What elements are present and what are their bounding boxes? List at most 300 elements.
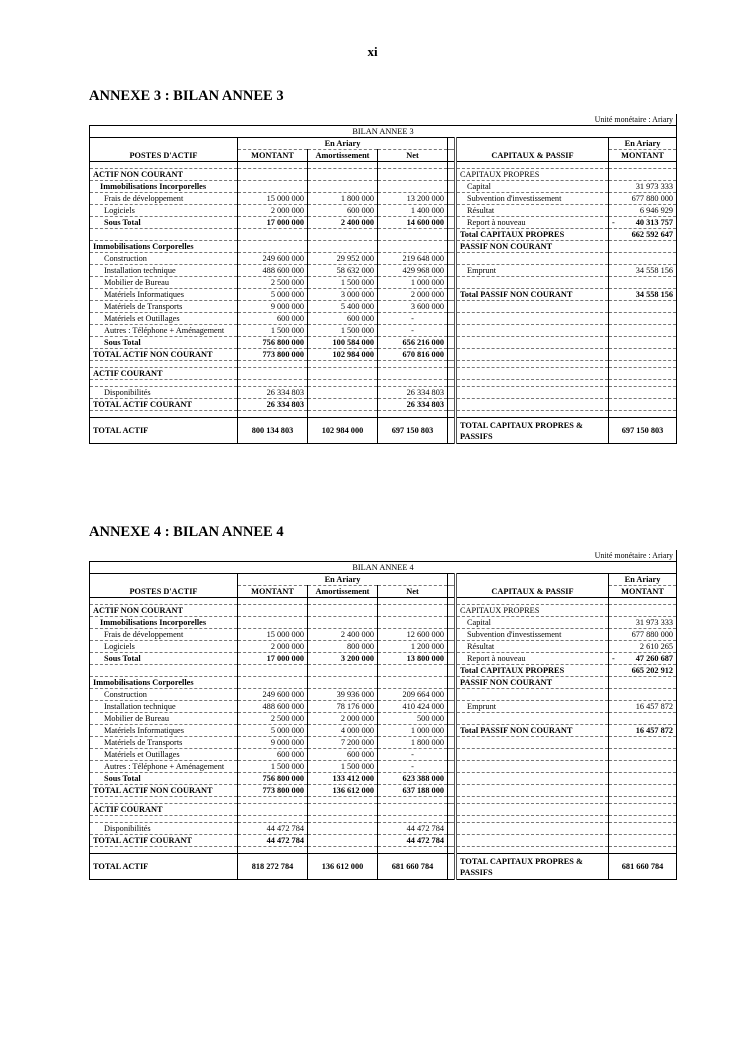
column-separator	[448, 217, 456, 229]
montant-value	[238, 229, 308, 241]
capitaux-passif-label	[456, 749, 609, 761]
header-capitaux-passif: CAPITAUX & PASSIF	[456, 586, 609, 598]
spacer-cell	[90, 598, 238, 605]
capitaux-passif-value	[609, 181, 677, 193]
column-separator	[448, 653, 456, 665]
table-title: BILAN ANNEE 4	[90, 562, 677, 574]
amortissement-value: 600 000	[308, 313, 378, 325]
capitaux-passif-value	[609, 797, 677, 804]
amortissement-value	[308, 169, 378, 181]
amortissement-value: 7 200 000	[308, 737, 378, 749]
net-value: 14 600 000	[378, 217, 448, 229]
net-value	[378, 368, 448, 380]
poste-actif-label: Construction	[90, 253, 238, 265]
net-value: 1 400 000	[378, 205, 448, 217]
net-value: 26 334 803	[378, 387, 448, 399]
capitaux-passif-value	[609, 380, 677, 387]
amortissement-value	[308, 677, 378, 689]
poste-actif-label: TOTAL ACTIF COURANT	[90, 399, 238, 411]
amortissement-value	[308, 797, 378, 804]
amortissement-value: 58 632 000	[308, 265, 378, 277]
capitaux-passif-label: CAPITAUX PROPRES	[456, 605, 609, 617]
net-value: 429 968 000	[378, 265, 448, 277]
capitaux-passif-label: Résultat	[456, 205, 609, 217]
montant-value	[238, 804, 308, 816]
capitaux-passif-amount: 40 313 757	[635, 218, 674, 227]
capitaux-passif-value	[609, 737, 677, 749]
net-value: 3 600 000	[378, 301, 448, 313]
currency-label: En Ariary	[609, 574, 677, 586]
net-value	[378, 169, 448, 181]
montant-value: 15 000 000	[238, 629, 308, 641]
header-montant: MONTANT	[238, 150, 308, 162]
spacer-cell	[448, 847, 456, 854]
poste-actif-label: Installation technique	[90, 265, 238, 277]
poste-actif-label: Logiciels	[90, 205, 238, 217]
capitaux-passif-label: Report à nouveau	[456, 217, 609, 229]
header-montant-passif: MONTANT	[609, 586, 677, 598]
table-row	[90, 804, 677, 816]
column-separator	[448, 677, 456, 689]
montant-value: 600 000	[238, 313, 308, 325]
net-value: 2 000 000	[378, 289, 448, 301]
capitaux-passif-value	[609, 169, 677, 181]
capitaux-passif-label	[456, 361, 609, 368]
spacer-cell	[448, 162, 456, 169]
montant-value: 488 600 000	[238, 701, 308, 713]
poste-actif-label: TOTAL ACTIF NON COURANT	[90, 785, 238, 797]
capitaux-passif-value	[609, 399, 677, 411]
montant-value	[238, 677, 308, 689]
capitaux-passif-label: Emprunt	[456, 701, 609, 713]
net-value: 670 816 000	[378, 349, 448, 361]
column-separator	[448, 138, 456, 150]
header-blank	[456, 574, 609, 586]
column-separator	[448, 605, 456, 617]
capitaux-passif-label	[456, 301, 609, 313]
capitaux-passif-label: CAPITAUX PROPRES	[456, 169, 609, 181]
spacer-cell	[378, 411, 448, 418]
total-montant: 800 134 803	[238, 418, 308, 444]
net-value: -	[378, 325, 448, 337]
capitaux-passif-label: Total CAPITAUX PROPRES	[456, 229, 609, 241]
spacer-cell	[308, 162, 378, 169]
total-row	[90, 418, 677, 444]
total-capitaux-passifs-value: 681 660 784	[609, 854, 677, 880]
header-net: Net	[378, 586, 448, 598]
capitaux-passif-value	[609, 785, 677, 797]
header-montant: MONTANT	[238, 586, 308, 598]
montant-value	[238, 368, 308, 380]
poste-actif-label: Matériels et Outillages	[90, 313, 238, 325]
capitaux-passif-value	[609, 816, 677, 823]
table-row	[90, 701, 677, 713]
capitaux-passif-value	[609, 641, 677, 653]
table-row	[90, 737, 677, 749]
header-amortissement: Amortissement	[308, 586, 378, 598]
bilan-annee-4-table	[89, 550, 677, 880]
spacer-cell	[90, 847, 238, 854]
table-row	[90, 193, 677, 205]
table-row	[90, 229, 677, 241]
poste-actif-label	[90, 229, 238, 241]
table-row	[90, 773, 677, 785]
net-value	[378, 229, 448, 241]
amortissement-value: 29 952 000	[308, 253, 378, 265]
capitaux-passif-amount: 31 973 333	[635, 182, 674, 191]
poste-actif-label: ACTIF NON COURANT	[90, 605, 238, 617]
capitaux-passif-label: Capital	[456, 181, 609, 193]
poste-actif-label: Disponibilités	[90, 823, 238, 835]
capitaux-passif-label	[456, 325, 609, 337]
column-separator	[448, 181, 456, 193]
net-value: 1 000 000	[378, 277, 448, 289]
capitaux-passif-amount: 665 202 912	[631, 666, 674, 675]
annex-4-title: ANNEXE 4 : BILAN ANNEE 4	[89, 524, 284, 540]
montant-value: 249 600 000	[238, 689, 308, 701]
spacer-cell	[308, 598, 378, 605]
amortissement-value	[308, 181, 378, 193]
montant-value: 17 000 000	[238, 653, 308, 665]
capitaux-passif-label	[456, 349, 609, 361]
capitaux-passif-value	[609, 689, 677, 701]
column-separator	[448, 797, 456, 804]
capitaux-passif-label	[456, 399, 609, 411]
table-row	[90, 361, 677, 368]
montant-value: 2 000 000	[238, 205, 308, 217]
poste-actif-label: Sous Total	[90, 653, 238, 665]
montant-value: 44 472 784	[238, 823, 308, 835]
montant-value	[238, 181, 308, 193]
spacer-cell	[308, 847, 378, 854]
poste-actif-label: Logiciels	[90, 641, 238, 653]
header-amortissement: Amortissement	[308, 150, 378, 162]
annex-3-title: ANNEXE 3 : BILAN ANNEE 3	[89, 88, 284, 104]
capitaux-passif-label: Total PASSIF NON COURANT	[456, 289, 609, 301]
capitaux-passif-value	[609, 617, 677, 629]
poste-actif-label: ACTIF NON COURANT	[90, 169, 238, 181]
amortissement-value: 3 200 000	[308, 653, 378, 665]
capitaux-passif-value	[609, 823, 677, 835]
spacer-cell	[609, 162, 677, 169]
poste-actif-label: Immobilisations Corporelles	[90, 677, 238, 689]
table-row	[90, 816, 677, 823]
capitaux-passif-value	[609, 629, 677, 641]
total-actif-label: TOTAL ACTIF	[90, 418, 238, 444]
spacer-cell	[456, 847, 609, 854]
net-value	[378, 241, 448, 253]
column-separator	[448, 241, 456, 253]
capitaux-passif-label	[456, 773, 609, 785]
net-value: 410 424 000	[378, 701, 448, 713]
unit-label: Unité monétaire : Ariary	[90, 114, 677, 126]
column-separator	[448, 737, 456, 749]
capitaux-passif-value	[609, 241, 677, 253]
spacer-cell	[448, 598, 456, 605]
amortissement-value	[308, 823, 378, 835]
column-separator	[448, 313, 456, 325]
table-row	[90, 217, 677, 229]
capitaux-passif-label: Total PASSIF NON COURANT	[456, 725, 609, 737]
capitaux-passif-label: PASSIF NON COURANT	[456, 241, 609, 253]
poste-actif-label	[90, 380, 238, 387]
montant-value	[238, 241, 308, 253]
poste-actif-label	[90, 816, 238, 823]
table-row	[90, 713, 677, 725]
amortissement-value: 1 500 000	[308, 277, 378, 289]
poste-actif-label: Immobilisations Corporelles	[90, 241, 238, 253]
montant-value: 17 000 000	[238, 217, 308, 229]
table-row	[90, 785, 677, 797]
capitaux-passif-label	[456, 313, 609, 325]
capitaux-passif-label: Emprunt	[456, 265, 609, 277]
table-row	[90, 387, 677, 399]
montant-value: 600 000	[238, 749, 308, 761]
amortissement-value	[308, 804, 378, 816]
column-separator	[448, 665, 456, 677]
capitaux-passif-value	[609, 387, 677, 399]
column-separator	[448, 629, 456, 641]
poste-actif-label: ACTIF COURANT	[90, 804, 238, 816]
poste-actif-label: Mobilier de Bureau	[90, 277, 238, 289]
table-row	[90, 277, 677, 289]
capitaux-passif-value	[609, 205, 677, 217]
table-row	[90, 241, 677, 253]
capitaux-passif-label: Subvention d'investissement	[456, 629, 609, 641]
table-row	[90, 337, 677, 349]
capitaux-passif-value	[609, 368, 677, 380]
column-separator	[448, 835, 456, 847]
column-separator	[448, 823, 456, 835]
montant-value	[238, 169, 308, 181]
column-separator	[448, 349, 456, 361]
capitaux-passif-label	[456, 253, 609, 265]
capitaux-passif-value	[609, 253, 677, 265]
table-row	[90, 725, 677, 737]
amortissement-value: 133 412 000	[308, 773, 378, 785]
amortissement-value	[308, 816, 378, 823]
net-value	[378, 816, 448, 823]
spacer-cell	[456, 598, 609, 605]
poste-actif-label: TOTAL ACTIF COURANT	[90, 835, 238, 847]
poste-actif-label	[90, 797, 238, 804]
poste-actif-label: Construction	[90, 689, 238, 701]
table-row	[90, 665, 677, 677]
poste-actif-label	[90, 361, 238, 368]
amortissement-value: 1 500 000	[308, 325, 378, 337]
capitaux-passif-label: Résultat	[456, 641, 609, 653]
header-postes-actif: POSTES D'ACTIF	[90, 150, 238, 162]
column-separator	[448, 150, 456, 162]
montant-value	[238, 361, 308, 368]
capitaux-passif-amount: 677 880 000	[631, 194, 674, 203]
column-separator	[448, 816, 456, 823]
poste-actif-label: Sous Total	[90, 337, 238, 349]
amortissement-value: 600 000	[308, 205, 378, 217]
spacer-cell	[238, 847, 308, 854]
total-row	[90, 854, 677, 880]
table-row	[90, 301, 677, 313]
capitaux-passif-amount: 34 558 156	[635, 290, 674, 299]
amortissement-value: 2 400 000	[308, 629, 378, 641]
capitaux-passif-value	[609, 835, 677, 847]
table-row	[90, 797, 677, 804]
montant-value: 44 472 784	[238, 835, 308, 847]
capitaux-passif-label: PASSIF NON COURANT	[456, 677, 609, 689]
spacer-cell	[90, 411, 238, 418]
net-value: 1 000 000	[378, 725, 448, 737]
amortissement-value	[308, 241, 378, 253]
poste-actif-label: Autres : Téléphone + Aménagement	[90, 325, 238, 337]
montant-value: 9 000 000	[238, 301, 308, 313]
capitaux-passif-value	[609, 265, 677, 277]
poste-actif-label: Disponibilités	[90, 387, 238, 399]
net-value: 219 648 000	[378, 253, 448, 265]
column-separator	[448, 325, 456, 337]
capitaux-passif-amount: 662 592 647	[631, 230, 674, 239]
amortissement-value: 2 400 000	[308, 217, 378, 229]
capitaux-passif-value	[609, 313, 677, 325]
page-number: xi	[367, 44, 378, 59]
net-value	[378, 380, 448, 387]
column-separator	[448, 773, 456, 785]
amortissement-value	[308, 368, 378, 380]
currency-label: En Ariary	[238, 574, 448, 586]
column-separator	[448, 761, 456, 773]
table-row	[90, 181, 677, 193]
amortissement-value: 136 612 000	[308, 785, 378, 797]
amortissement-value	[308, 835, 378, 847]
capitaux-passif-amount: 34 558 156	[635, 266, 674, 275]
montant-value: 5 000 000	[238, 289, 308, 301]
montant-value: 2 500 000	[238, 277, 308, 289]
net-value: 209 664 000	[378, 689, 448, 701]
net-value: -	[378, 749, 448, 761]
net-value	[378, 797, 448, 804]
net-value: 637 188 000	[378, 785, 448, 797]
capitaux-passif-value	[609, 725, 677, 737]
column-separator	[448, 205, 456, 217]
capitaux-passif-value	[609, 761, 677, 773]
capitaux-passif-amount: 16 457 872	[635, 726, 674, 735]
total-capitaux-passifs-label: TOTAL CAPITAUX PROPRES & PASSIFS	[456, 418, 609, 444]
capitaux-passif-value	[609, 605, 677, 617]
column-separator	[448, 725, 456, 737]
capitaux-passif-amount: 47 260 687	[635, 654, 674, 663]
montant-value	[238, 665, 308, 677]
header-blank	[90, 574, 238, 586]
amortissement-value: 78 176 000	[308, 701, 378, 713]
capitaux-passif-value	[609, 361, 677, 368]
column-separator	[448, 193, 456, 205]
net-value: 12 600 000	[378, 629, 448, 641]
column-separator	[448, 253, 456, 265]
net-value: -	[378, 761, 448, 773]
table-row	[90, 380, 677, 387]
capitaux-passif-label	[456, 380, 609, 387]
column-separator	[448, 701, 456, 713]
net-value: 623 388 000	[378, 773, 448, 785]
poste-actif-label: Matériels Informatiques	[90, 289, 238, 301]
column-separator	[448, 277, 456, 289]
capitaux-passif-value	[609, 229, 677, 241]
total-amortissement: 136 612 000	[308, 854, 378, 880]
amortissement-value: 4 000 000	[308, 725, 378, 737]
amortissement-value: 1 500 000	[308, 761, 378, 773]
net-value: -	[378, 313, 448, 325]
capitaux-passif-label	[456, 797, 609, 804]
amortissement-value	[308, 665, 378, 677]
spacer-cell	[378, 162, 448, 169]
net-value	[378, 617, 448, 629]
table-row	[90, 169, 677, 181]
column-separator	[448, 380, 456, 387]
negative-sign: -	[612, 218, 615, 227]
total-actif-label: TOTAL ACTIF	[90, 854, 238, 880]
montant-value: 756 800 000	[238, 773, 308, 785]
table-row	[90, 253, 677, 265]
column-separator	[448, 749, 456, 761]
amortissement-value	[308, 387, 378, 399]
net-value	[378, 181, 448, 193]
amortissement-value: 39 936 000	[308, 689, 378, 701]
capitaux-passif-value	[609, 325, 677, 337]
bilan-annee-3-table	[89, 114, 677, 444]
amortissement-value	[308, 617, 378, 629]
capitaux-passif-value	[609, 653, 677, 665]
capitaux-passif-value	[609, 701, 677, 713]
capitaux-passif-value	[609, 301, 677, 313]
amortissement-value	[308, 380, 378, 387]
net-value: 13 200 000	[378, 193, 448, 205]
spacer-cell	[238, 598, 308, 605]
capitaux-passif-label	[456, 785, 609, 797]
net-value: 13 800 000	[378, 653, 448, 665]
table-title: BILAN ANNEE 3	[90, 126, 677, 138]
amortissement-value	[308, 399, 378, 411]
capitaux-passif-amount: 16 457 872	[635, 702, 674, 711]
montant-value: 249 600 000	[238, 253, 308, 265]
poste-actif-label: ACTIF COURANT	[90, 368, 238, 380]
column-separator	[448, 337, 456, 349]
table-row	[90, 205, 677, 217]
table-row	[90, 265, 677, 277]
capitaux-passif-value	[609, 749, 677, 761]
spacer-cell	[609, 411, 677, 418]
poste-actif-label: Mobilier de Bureau	[90, 713, 238, 725]
net-value: 656 216 000	[378, 337, 448, 349]
capitaux-passif-label: Subvention d'investissement	[456, 193, 609, 205]
net-value: 26 334 803	[378, 399, 448, 411]
capitaux-passif-label	[456, 713, 609, 725]
table-row	[90, 617, 677, 629]
spacer-cell	[308, 411, 378, 418]
table-row	[90, 641, 677, 653]
column-separator	[448, 641, 456, 653]
table-row	[90, 313, 677, 325]
total-montant: 818 272 784	[238, 854, 308, 880]
header-montant-passif: MONTANT	[609, 150, 677, 162]
capitaux-passif-value	[609, 277, 677, 289]
capitaux-passif-label	[456, 823, 609, 835]
capitaux-passif-label	[456, 835, 609, 847]
capitaux-passif-value	[609, 665, 677, 677]
column-separator	[448, 361, 456, 368]
spacer-cell	[448, 411, 456, 418]
column-separator	[448, 368, 456, 380]
header-capitaux-passif: CAPITAUX & PASSIF	[456, 150, 609, 162]
amortissement-value	[308, 361, 378, 368]
